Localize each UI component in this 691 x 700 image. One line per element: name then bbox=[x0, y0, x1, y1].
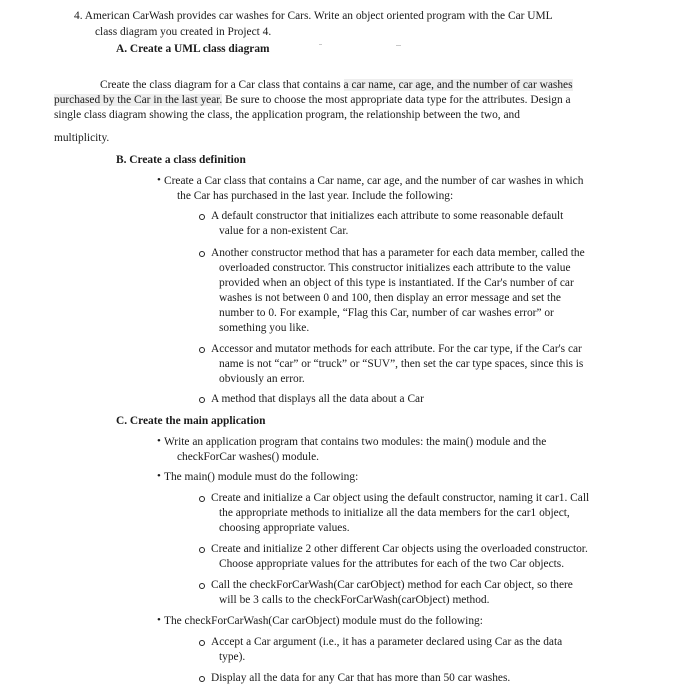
bullet-line: The checkForCarWash(Car carObject) module must do the following: bbox=[164, 615, 483, 627]
sub-bullet-line: overloaded constructor. This constructor initializes each attribute to the value bbox=[219, 262, 571, 274]
sub-bullet-line: Accept a Car argument (i.e., it has a parameter declared using Car as the data bbox=[211, 636, 563, 648]
sub-bullet-line: type). bbox=[219, 651, 246, 663]
highlighted-text: a car name, car age, and the number of car washes bbox=[343, 79, 573, 91]
stray-mark bbox=[396, 45, 401, 46]
sub-bullet-line: the appropriate methods to initialize all the data members for the car1 object, bbox=[219, 507, 570, 519]
bullet-icon: • bbox=[157, 470, 161, 482]
sub-bullet-line: Create and initialize a Car object using the default constructor, naming it car1. Call bbox=[211, 492, 590, 504]
bullet-icon: • bbox=[157, 614, 161, 626]
sub-bullet-line: obviously an error. bbox=[219, 373, 305, 385]
highlighted-text: purchased by the Car in the last year. bbox=[54, 94, 223, 106]
sub-bullet-line: washes is not between 0 and 100, then display an error message and set the bbox=[219, 292, 561, 304]
sub-bullet-line: Create and initialize 2 other different Car objects using the overloaded constructor. bbox=[211, 543, 588, 555]
sub-bullet-line: something you like. bbox=[219, 322, 310, 334]
section-a-paragraph-line: purchased by the Car in the last year. Be sure to choose the most appropriate data type for the attributes. Design a bbox=[54, 94, 571, 106]
bullet-line: The main() module must do the following: bbox=[164, 471, 359, 483]
section-a-paragraph-line: Create the class diagram for a Car class that contains a car name, car age, and the number of car washes bbox=[100, 79, 573, 91]
section-b-heading: B. Create a class definition bbox=[116, 154, 246, 166]
circle-bullet-icon bbox=[199, 676, 205, 682]
sub-bullet-line: A method that displays all the data about a Car bbox=[211, 393, 424, 405]
bullet-icon: • bbox=[157, 174, 161, 186]
circle-bullet-icon bbox=[199, 583, 205, 589]
circle-bullet-icon bbox=[199, 347, 205, 353]
section-a-paragraph-line: multiplicity. bbox=[54, 132, 110, 144]
bullet-line: Create a Car class that contains a Car name, car age, and the number of car washes in which bbox=[164, 175, 584, 187]
sub-bullet-line: will be 3 calls to the checkForCarWash(carObject) method. bbox=[219, 594, 490, 606]
bullet-line: checkForCar washes() module. bbox=[177, 451, 320, 463]
bullet-icon: • bbox=[157, 435, 161, 447]
section-a-paragraph-line: single class diagram showing the class, the application program, the relationship between the two, and bbox=[54, 109, 520, 121]
sub-bullet-line: provided when an object of this type is instantiated. If the Car's number of car bbox=[219, 277, 574, 289]
sub-bullet-line: Another constructor method that has a parameter for each data member, called the bbox=[211, 247, 585, 259]
sub-bullet-line: Display all the data for any Car that has more than 50 car washes. bbox=[211, 672, 511, 684]
circle-bullet-icon bbox=[199, 397, 205, 403]
sub-bullet-line: A default constructor that initializes each attribute to some reasonable default bbox=[211, 210, 564, 222]
stray-mark bbox=[319, 44, 322, 45]
circle-bullet-icon bbox=[199, 496, 205, 502]
bullet-line: Write an application program that contains two modules: the main() module and the bbox=[164, 436, 547, 448]
circle-bullet-icon bbox=[199, 640, 205, 646]
circle-bullet-icon bbox=[199, 214, 205, 220]
sub-bullet-line: Choose appropriate values for the attributes for each of the two Car objects. bbox=[219, 558, 565, 570]
sub-bullet-line: value for a non-existent Car. bbox=[219, 225, 349, 237]
section-c-heading: C. Create the main application bbox=[116, 415, 266, 427]
bullet-line: the Car has purchased in the last year. Include the following: bbox=[177, 190, 454, 202]
sub-bullet-line: number to 0. For example, “Flag this Car, number of car washes error” or bbox=[219, 307, 554, 319]
item4-line: 4. American CarWash provides car washes for Cars. Write an object oriented program with the Car UML bbox=[74, 10, 553, 22]
sub-bullet-line: Accessor and mutator methods for each attribute. For the car type, if the Car's car bbox=[211, 343, 582, 355]
sub-bullet-line: Call the checkForCarWash(Car carObject) method for each Car object, so there bbox=[211, 579, 573, 591]
sub-bullet-line: name is not “car” or “truck” or “SUV”, then set the car type spaces, since this is bbox=[219, 358, 584, 370]
sub-bullet-line: choosing appropriate values. bbox=[219, 522, 350, 534]
section-a-heading: A. Create a UML class diagram bbox=[116, 43, 270, 55]
item4-line: class diagram you created in Project 4. bbox=[95, 26, 272, 38]
circle-bullet-icon bbox=[199, 547, 205, 553]
circle-bullet-icon bbox=[199, 251, 205, 257]
